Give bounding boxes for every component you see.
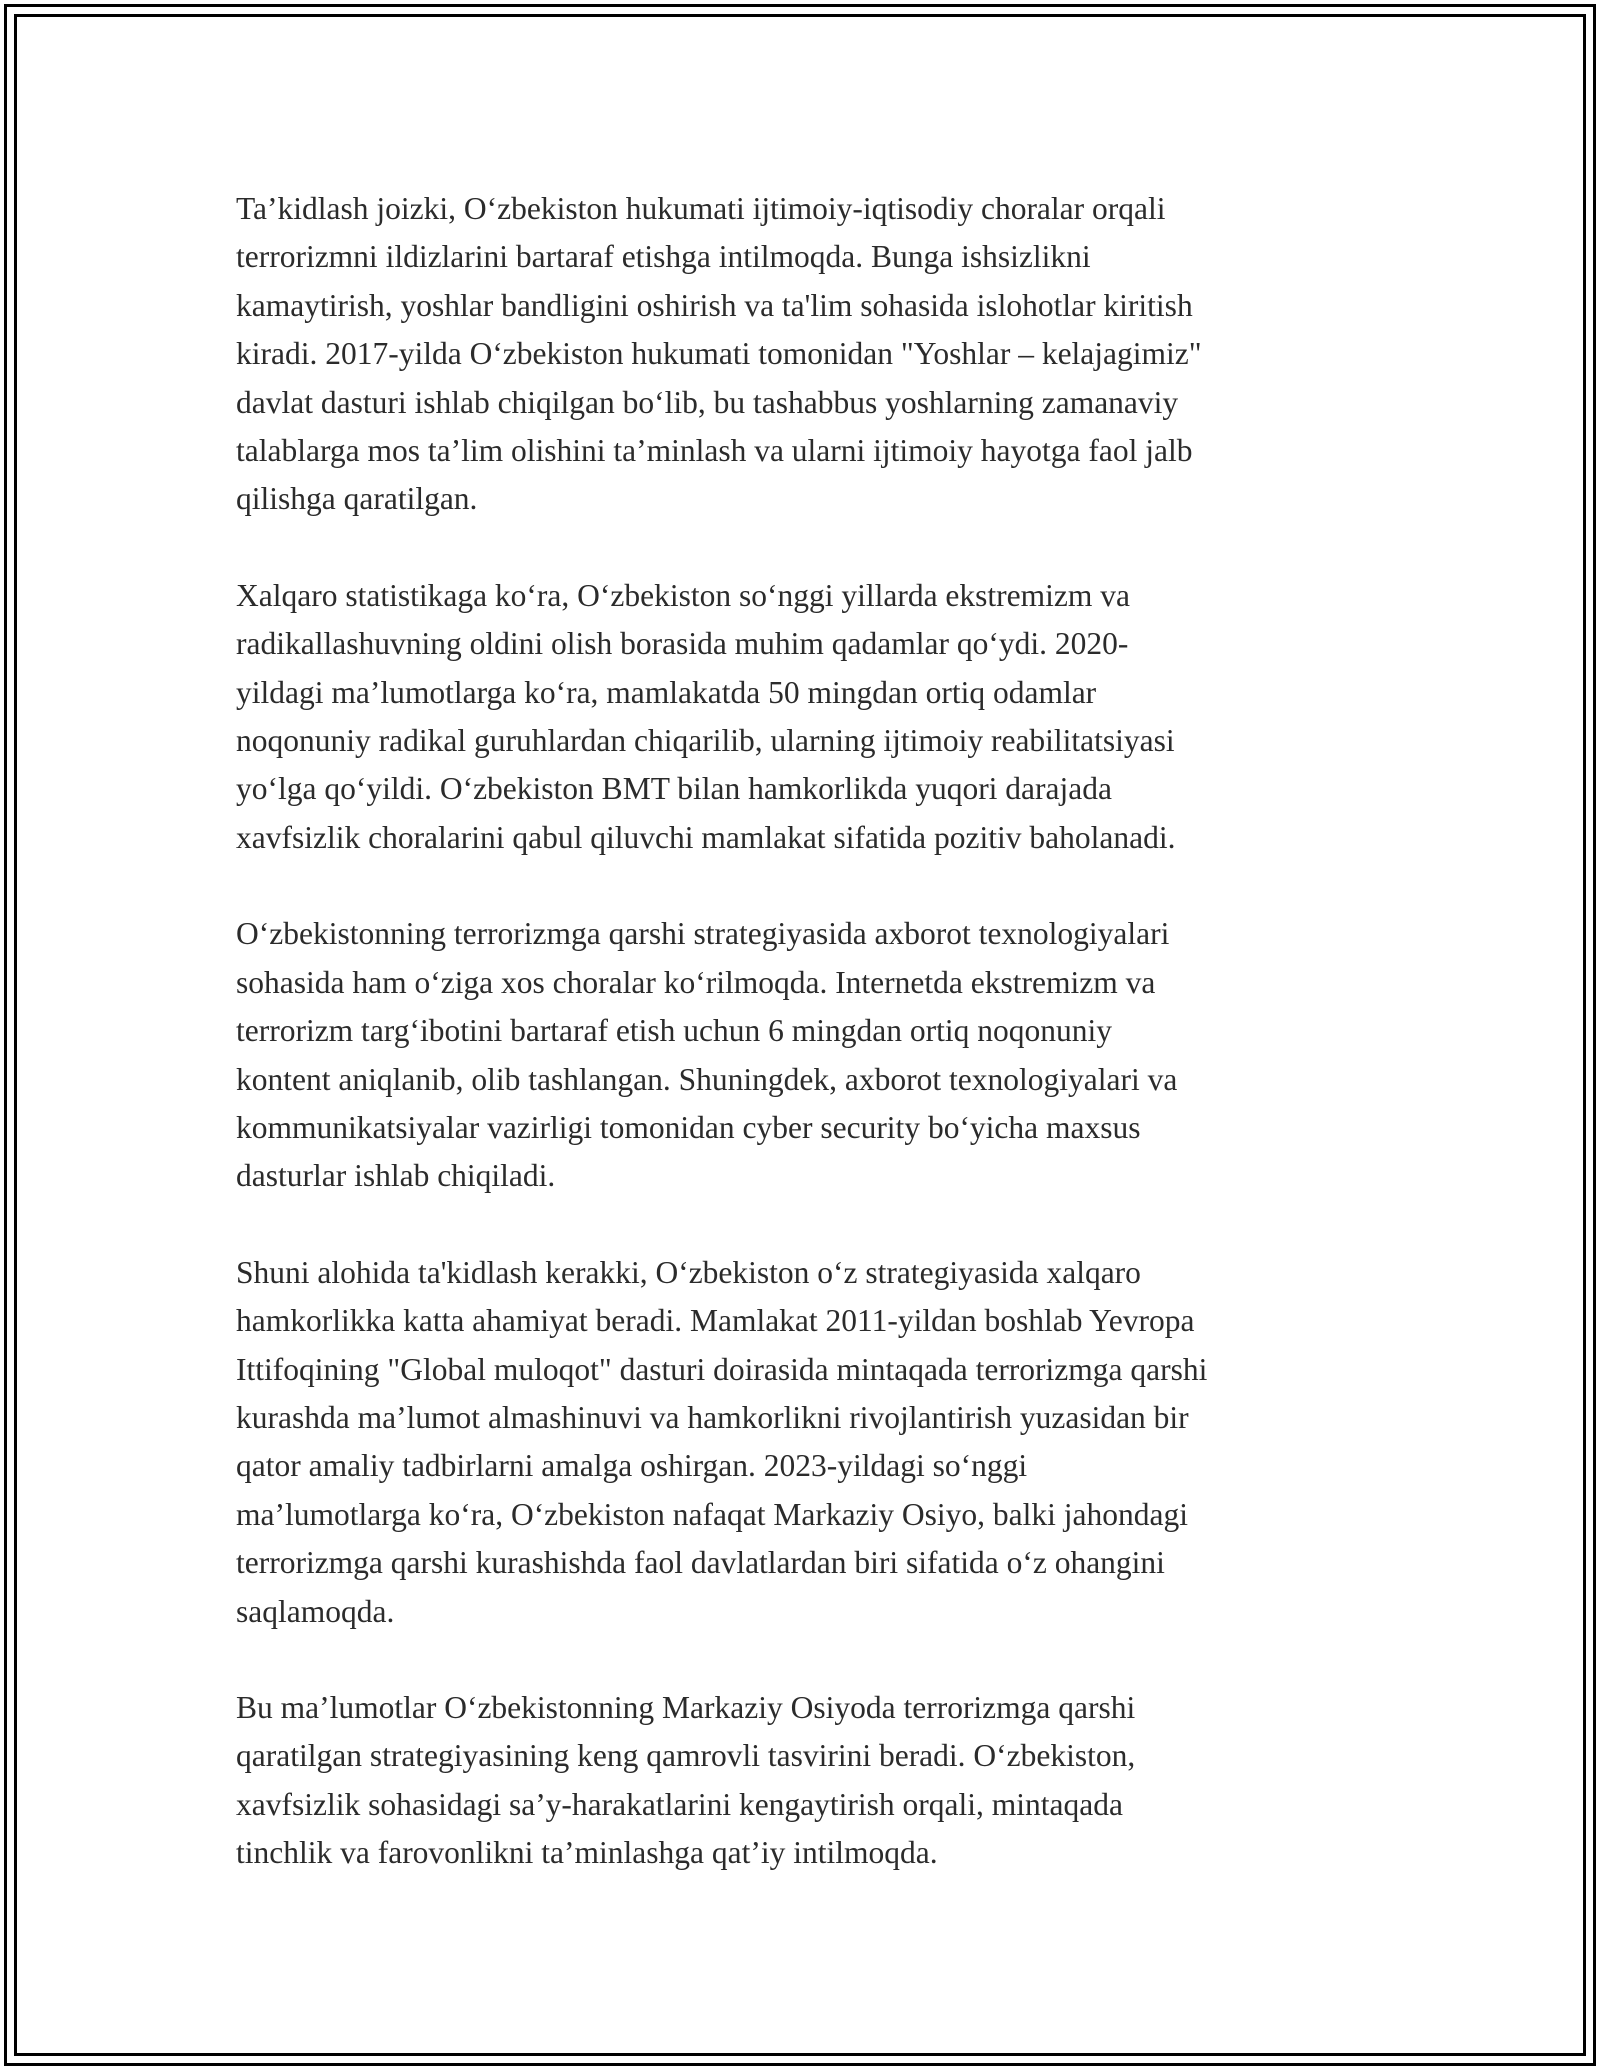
paragraph-youth-program: Ta’kidlash joizki, O‘zbekiston hukumati ijtimoiy-iqtisodiy choralar orqali terrorizmni ildizlarini bartaraf etishga intilmoqda. Bunga ishsizlikni kamaytirish, yoshlar bandligini oshirish va ta'lim sohasida islohotlar kiritish kiradi. 2017-yilda O‘zbekiston hukumati tomonidan "Yoshlar – kelajagimiz" davlat dasturi ishlab chiqilgan bo‘lib, bu tashabbus yoshlarning zamanaviy talablarga mos ta’lim olishini ta’minlash va ularni ijtimoiy hayotga faol jalb qilishga qaratilgan. <box>236 191 1202 517</box>
paragraph-international-cooperation: Shuni alohida ta'kidlash kerakki, O‘zbekiston o‘z strategiyasida xalqaro hamkorlikka katta ahamiyat beradi. Mamlakat 2011-yildan boshlab Yevropa Ittifoqining "Global muloqot" dasturi doirasida mintaqada terrorizmga qarshi kurashda ma’lumot almashinuvi va hamkorlikni rivojlantirish yuzasidan bir qator amaliy tadbirlarni amalga oshirgan. 2023-yildagi so‘nggi ma’lumotlarga ko‘ra, O‘zbekiston nafaqat Markaziy Osiyo, balki jahondagi terrorizmga qarshi kurashishda faol davlatlardan biri sifatida o‘z ohangini saqlamoqda. <box>236 1254 1208 1629</box>
paragraph-information-technology: O‘zbekistonning terrorizmga qarshi strategiyasida axborot texnologiyalari sohasida ham o‘ziga xos choralar ko‘rilmoqda. Internetda ekstremizm va terrorizm targ‘ibotini bartaraf etish uchun 6 mingdan ortiq noqonuniy kontent aniqlanib, olib tashlangan. Shuningdek, axborot texnologiyalari va kommunikatsiyalar vazirligi tomonidan cyber security bo‘yicha maxsus dasturlar ishlab chiqiladi. <box>236 916 1178 1194</box>
document-body <box>236 185 1376 1926</box>
paragraph-conclusion: Bu ma’lumotlar O‘zbekistonning Markaziy Osiyoda terrorizmga qarshi qaratilgan strategiyasining keng qamrovli tasvirini beradi. O‘zbekiston, xavfsizlik sohasidagi sa’y-harakatlarini kengaytirish orqali, mintaqada tinchlik va farovonlikni ta’minlashga qat’iy intilmoqda. <box>236 1689 1136 1871</box>
paragraph-international-statistics: Xalqaro statistikaga ko‘ra, O‘zbekiston so‘nggi yillarda ekstremizm va radikallashuvning oldini olish borasida muhim qadamlar qo‘ydi. 2020- yildagi ma’lumotlarga ko‘ra, mamlakatda 50 mingdan ortiq odamlar noqonuniy radikal guruhlardan chiqarilib, ularning ijtimoiy reabilitatsiyasi yo‘lga qo‘yildi. O‘zbekiston BMT bilan hamkorlikda yuqori darajada xavfsizlik choralarini qabul qiluvchi mamlakat sifatida pozitiv baholanadi. <box>236 577 1176 855</box>
